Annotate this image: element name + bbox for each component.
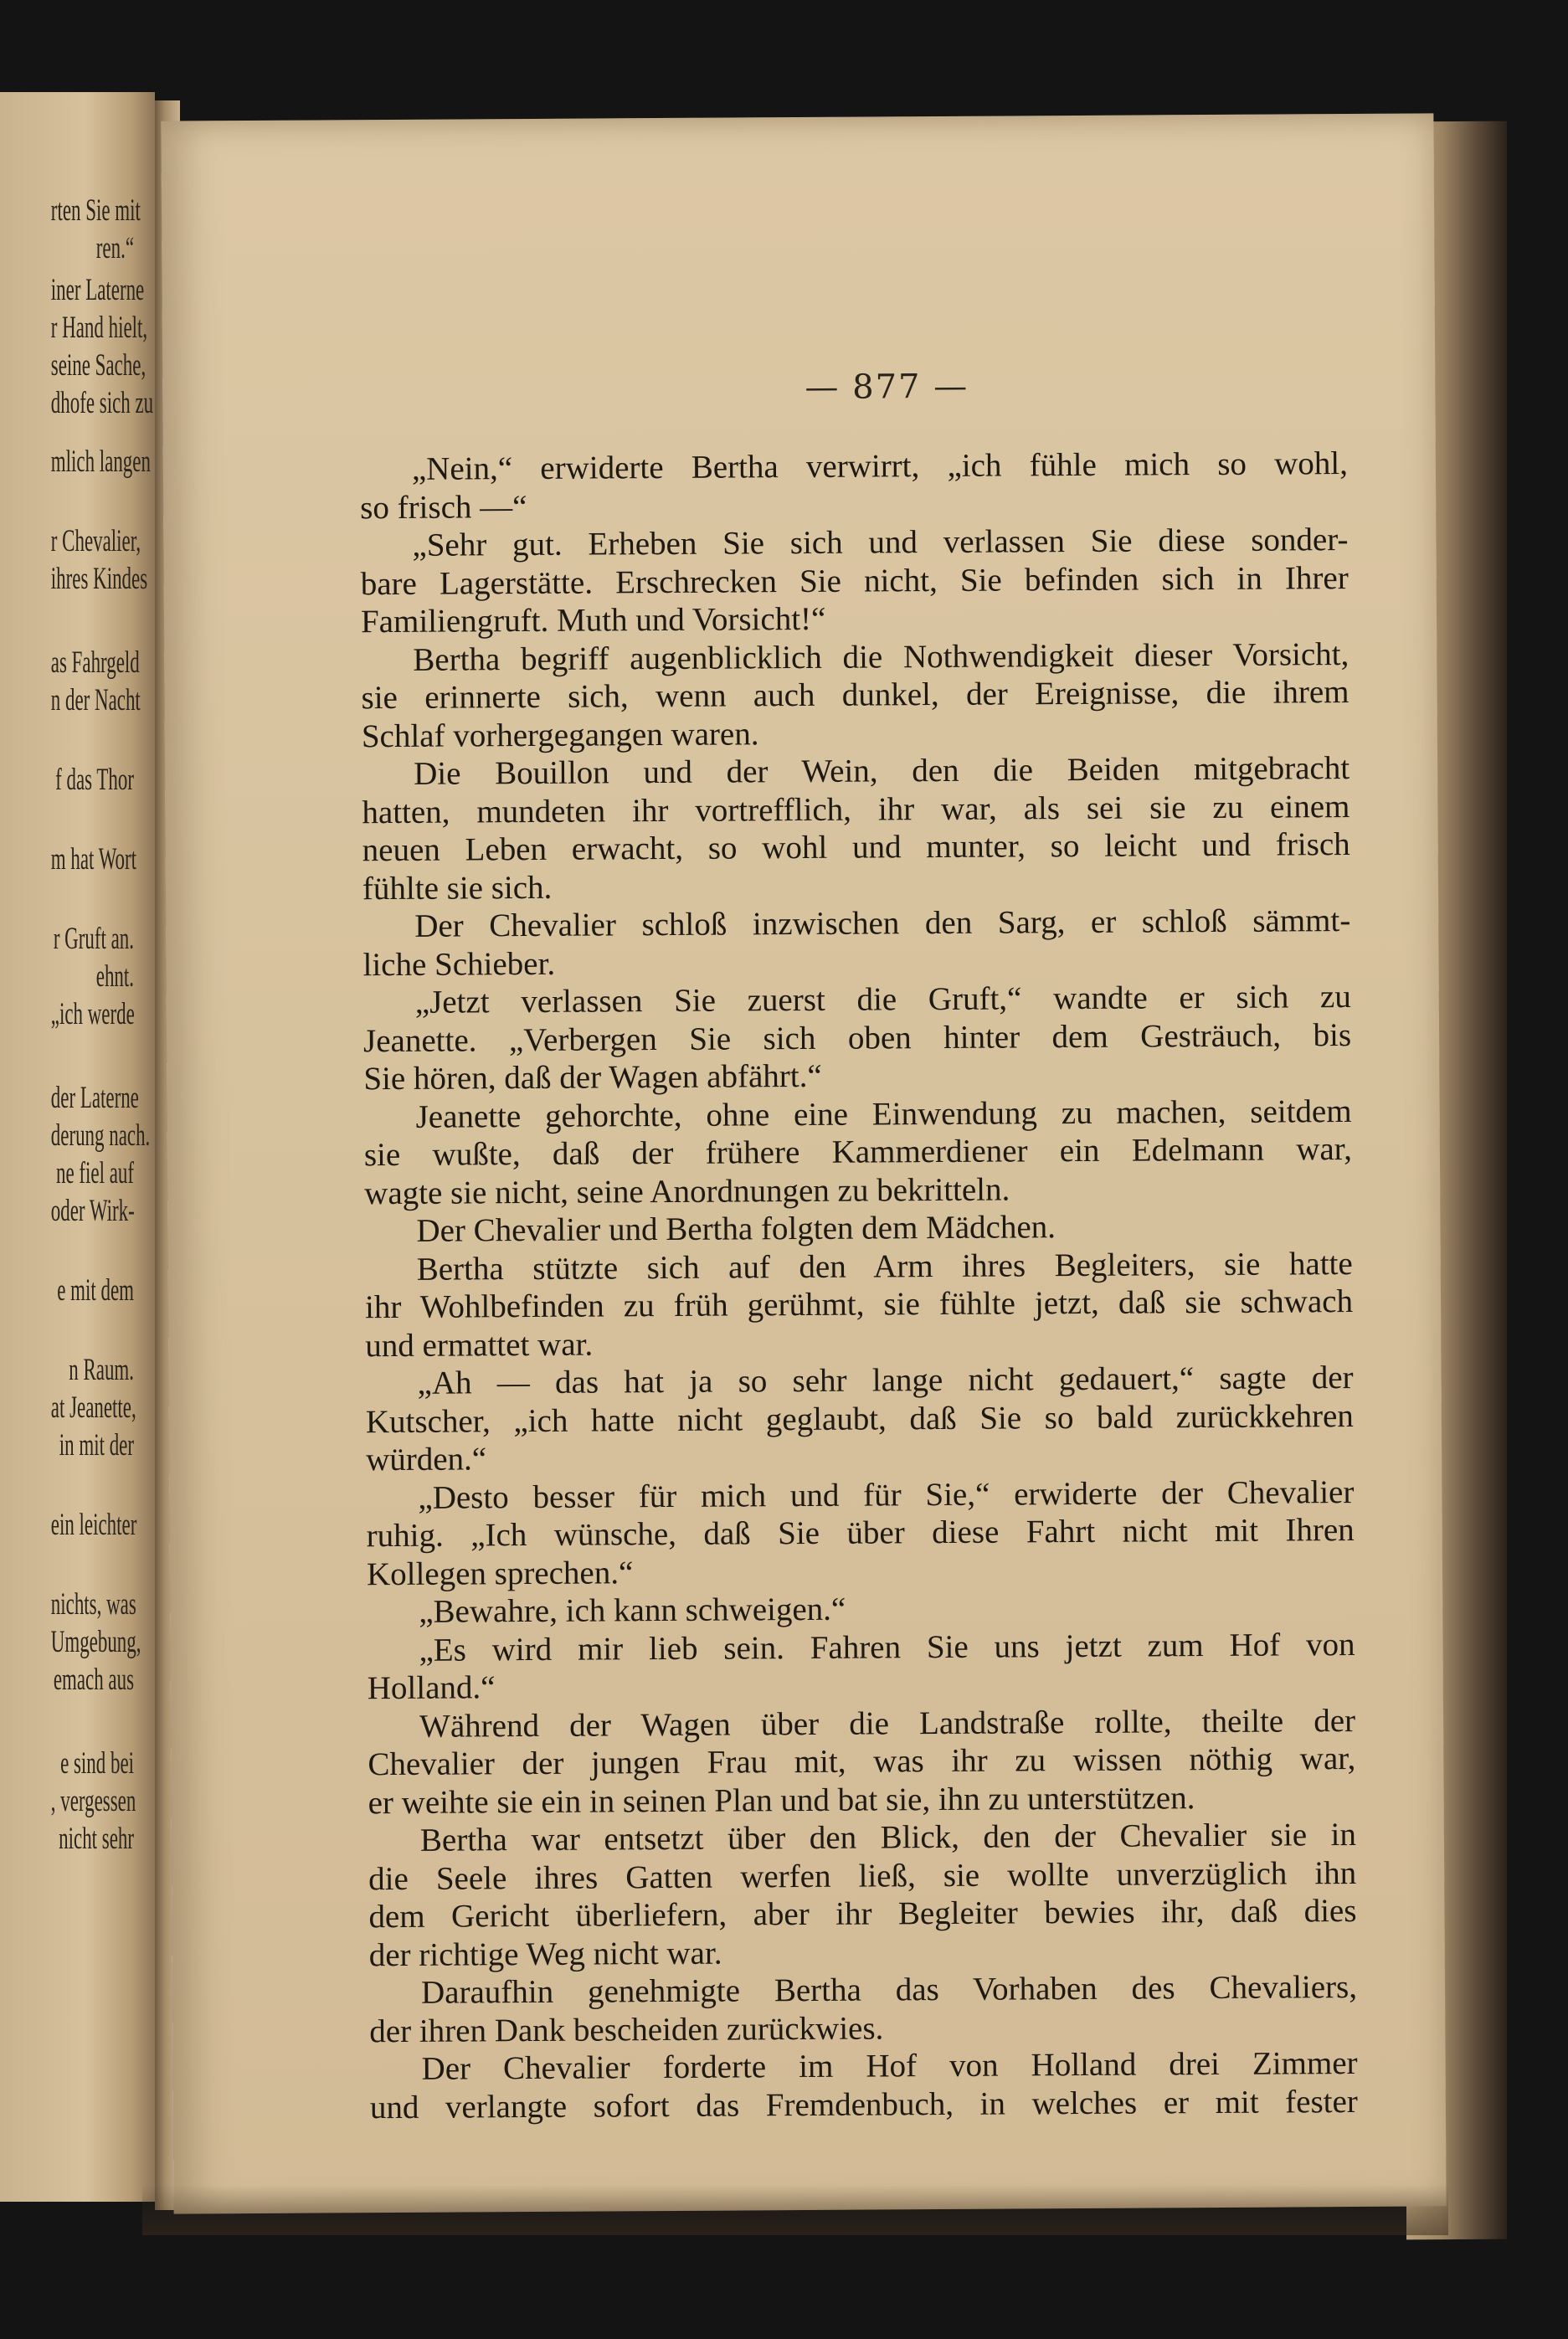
text-line: sie erinnerte sich, wenn auch dunkel, der Ereignisse, die ihrem <box>361 674 1350 717</box>
left-page-line: n der Nacht <box>50 683 141 717</box>
text-line: Der Chevalier forderte im Hof von Holland drei Zimmer <box>421 2044 1358 2087</box>
text-line: Daraufhin genehmigte Bertha das Vorhaben des Chevaliers, <box>420 1968 1358 2011</box>
text-line: dem Gericht überliefern, aber ihr Begleiter bewies ihr, daß dies <box>368 1892 1357 1935</box>
text-line: Bertha begriff augenblicklich die Nothwendigkeit dieser Vorsicht, <box>413 635 1350 678</box>
left-page-line: nicht sehr <box>59 1822 134 1856</box>
text-line: „Nein,“ erwiderte Bertha verwirrt, „ich fühle mich so wohl, <box>411 445 1349 487</box>
left-page-line: ihres Kindes <box>50 562 148 596</box>
left-page-line: „ich werde <box>50 997 135 1031</box>
left-page-line: Umgebung, <box>50 1625 141 1659</box>
text-line: Familiengruft. Muth und Vorsicht!“ <box>360 600 826 640</box>
text-line: „Bewahre, ich kann schweigen.“ <box>419 1591 846 1630</box>
left-page-line: ne fiel auf <box>56 1156 134 1190</box>
page-text-block <box>360 445 1358 2126</box>
left-page-line: r Chevalier, <box>50 524 141 558</box>
text-line: und verlangte sofort das Fremdenbuch, in welches er mit fester <box>369 2083 1358 2126</box>
left-page-line: e mit dem <box>57 1273 134 1308</box>
text-line: Schlaf vorhergegangen waren. <box>361 715 759 754</box>
text-line: so frisch —“ <box>360 488 527 526</box>
text-line: Jeanette gehorchte, ohne eine Einwendung zu machen, seitdem <box>415 1092 1352 1135</box>
text-line: „Es wird mir lieb sein. Fahren Sie uns jetzt zum Hof von <box>419 1626 1355 1668</box>
text-line: würden.“ <box>366 1441 487 1478</box>
text-line: Kollegen sprechen.“ <box>366 1554 634 1592</box>
previous-page-strip <box>0 92 155 2202</box>
left-page-line: , vergessen <box>50 1784 136 1818</box>
text-line: „Ah — das hat ja so sehr lange nicht gedauert,“ sagte der <box>417 1359 1354 1401</box>
text-line: Bertha stützte sich auf den Arm ihres Begleiters, sie hatte <box>416 1245 1353 1288</box>
text-line: Die Bouillon und der Wein, den die Beiden mitgebracht <box>414 750 1350 792</box>
text-line: Kutscher, „ich hatte nicht geglaubt, daß Sie so bald zurückkehren <box>365 1397 1354 1440</box>
text-line: Während der Wagen über die Landstraße rollte, theilte der <box>419 1702 1356 1745</box>
left-page-line: ehnt. <box>95 959 134 994</box>
left-page-line: dhofe sich zu <box>50 386 154 420</box>
page-number: — 877 — <box>805 367 969 407</box>
text-line: „Desto besser für mich und für Sie,“ erwiderte der Chevalier <box>418 1473 1355 1516</box>
left-page-line: e sind bei <box>60 1746 134 1781</box>
text-line: neuen Leben erwacht, so wohl und munter, so leicht und frisch <box>362 826 1350 869</box>
text-line: wagte sie nicht, seine Anordnungen zu bekritteln. <box>364 1170 1010 1211</box>
text-line: Bertha war entsetzt über den Blick, den der Chevalier sie in <box>419 1816 1357 1858</box>
text-line: ruhig. „Ich wünsche, daß Sie über diese Fahrt nicht mit Ihren <box>366 1511 1355 1555</box>
text-line: fühlte sie sich. <box>362 869 553 907</box>
text-line: liche Schieber. <box>362 945 556 983</box>
left-page-line: at Jeanette, <box>50 1391 136 1425</box>
page-bottom-shadow <box>142 2185 1448 2235</box>
text-line: Sie hören, daß der Wagen abfährt.“ <box>363 1057 822 1098</box>
left-page-line: m hat Wort <box>50 842 137 876</box>
text-line: und ermattet war. <box>365 1326 594 1364</box>
left-page-line: r Gruft an. <box>53 922 134 956</box>
left-page-line: f das Thor <box>55 763 134 797</box>
text-line: Der Chevalier schloß inzwischen den Sarg, er schloß sämmt- <box>414 902 1351 944</box>
left-page-line: seine Sache, <box>50 348 147 383</box>
text-line: Der Chevalier und Bertha folgten dem Mädchen. <box>416 1209 1056 1249</box>
left-page-line: mlich langen <box>50 445 151 479</box>
text-line: er weihte sie ein in seinen Plan und bat sie, ihn zu unterstützen. <box>368 1779 1195 1821</box>
left-page-line: r Hand hielt, <box>50 311 148 345</box>
text-line: Holland.“ <box>367 1669 496 1707</box>
left-page-line: derung nach. <box>50 1118 151 1153</box>
left-page-line: nichts, was <box>50 1587 136 1622</box>
left-page-line: n Raum. <box>69 1353 134 1387</box>
text-line: „Sehr gut. Erheben Sie sich und verlassen Sie diese sonder- <box>412 522 1349 563</box>
text-line: hatten, mundeten ihr vortrefflich, ihr war, als sei sie zu einem <box>362 788 1350 830</box>
text-line: der ihren Dank bescheiden zurückwies. <box>369 2009 884 2049</box>
book-page <box>161 113 1446 2213</box>
text-line: Jeanette. „Verbergen Sie sich oben hinter dem Gesträuch, bis <box>362 1016 1352 1059</box>
left-page-line: rten Sie mit <box>50 193 141 228</box>
text-line: der richtige Weg nicht war. <box>368 1935 722 1973</box>
left-page-line: ren.“ <box>95 231 134 265</box>
left-page-line: oder Wirk- <box>50 1194 135 1228</box>
left-page-line: iner Laterne <box>50 273 145 307</box>
text-line: bare Lagerstätte. Erschrecken Sie nicht, Sie befinden sich in Ihrer <box>360 559 1349 602</box>
text-line: sie wußte, daß der frühere Kammerdiener ein Edelmann war, <box>363 1130 1353 1174</box>
left-page-line: as Fahrgeld <box>50 645 140 680</box>
left-page-line: emach aus <box>53 1663 134 1697</box>
text-line: „Jetzt verlassen Sie zuerst die Gruft,“ wandte er sich zu <box>414 979 1351 1020</box>
left-page-line: ein leichter <box>50 1508 137 1542</box>
text-line: ihr Wohlbefinden zu früh gerühmt, sie fühlte jetzt, daß sie schwach <box>364 1283 1354 1326</box>
text-line: Chevalier der jungen Frau mit, was ihr zu wissen nöthig war, <box>368 1740 1356 1783</box>
text-line: die Seele ihres Gatten werfen ließ, sie wollte unverzüglich ihn <box>368 1854 1357 1897</box>
left-page-line: der Laterne <box>50 1081 139 1115</box>
left-page-line: in mit der <box>59 1428 134 1463</box>
